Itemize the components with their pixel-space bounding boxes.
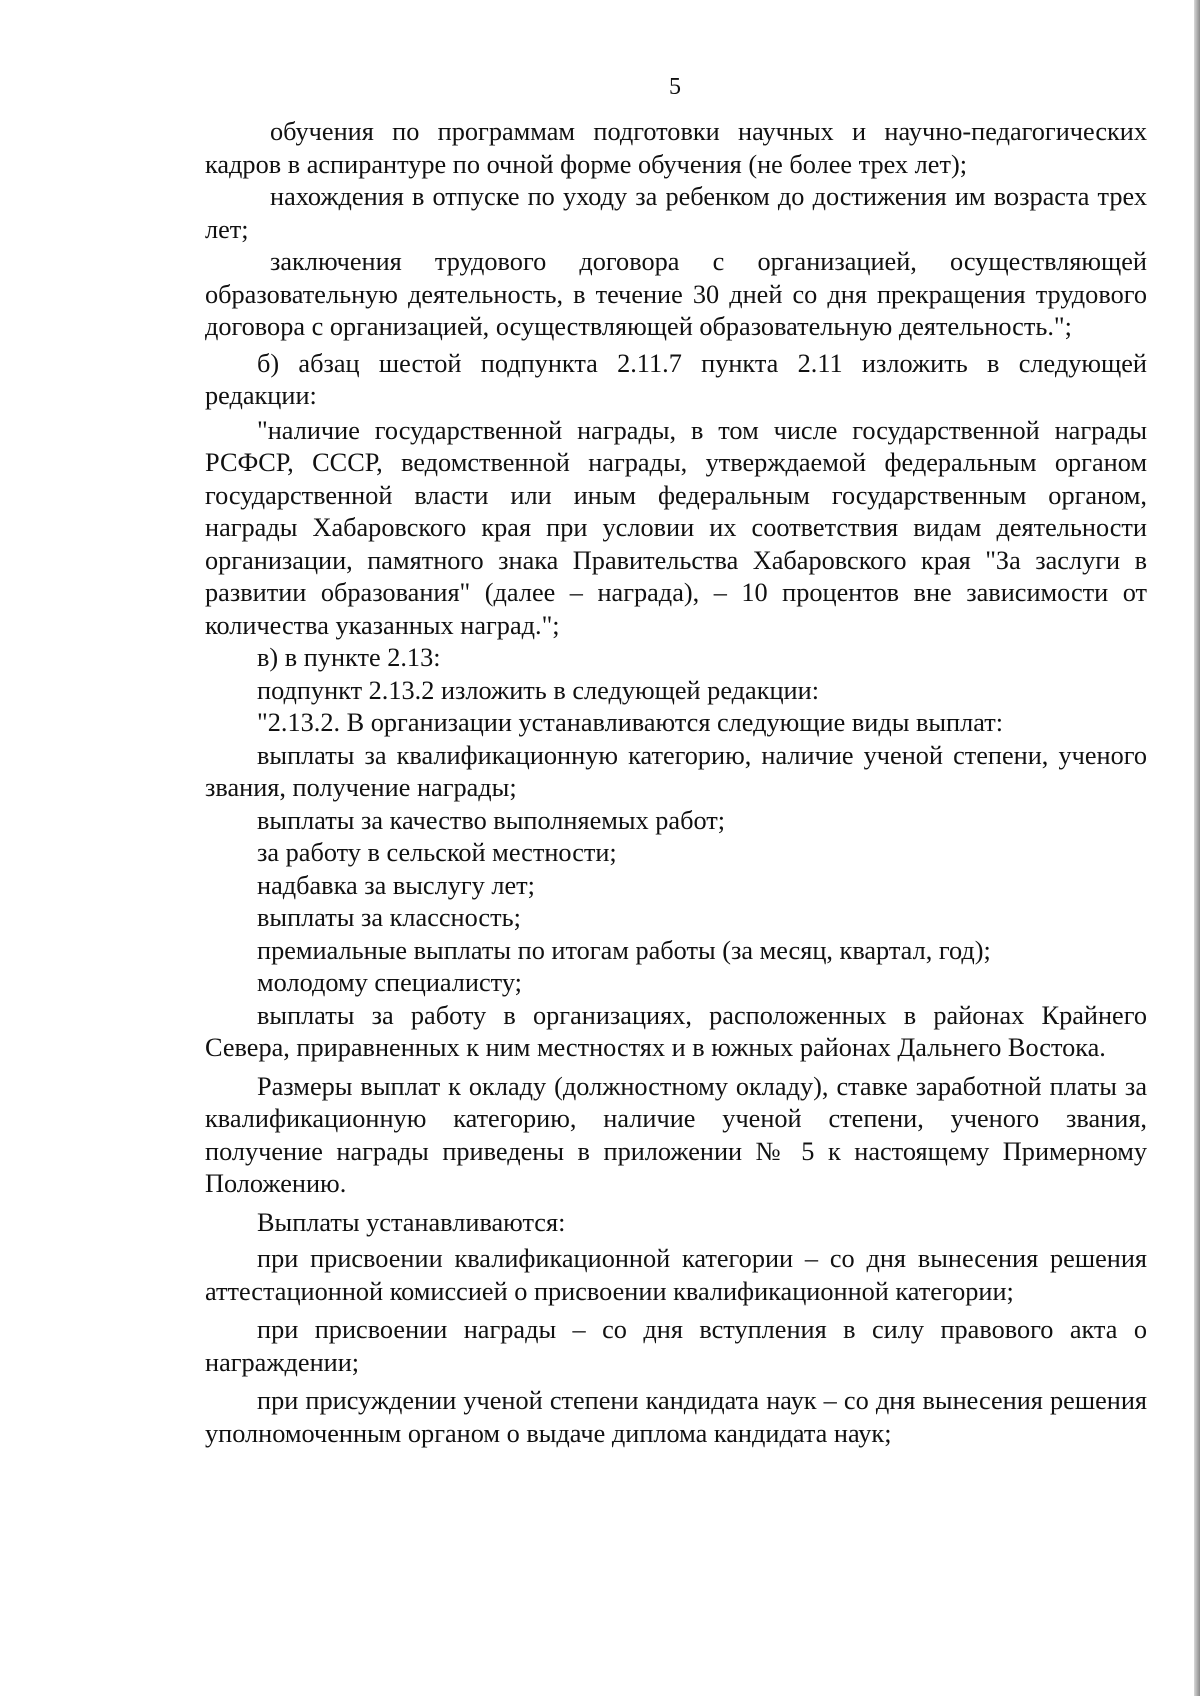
paragraph: б) абзац шестой подпункта 2.11.7 пункта 2.11 изложить в следующей редакции: bbox=[205, 348, 1147, 410]
paragraph: нахождения в отпуске по уходу за ребенком до достижения им возраста трех лет; bbox=[205, 182, 1147, 244]
page-edge-shadow bbox=[1194, 0, 1200, 1696]
paragraph: за работу в сельской местности; bbox=[257, 838, 617, 867]
paragraph: выплаты за квалификационную категорию, наличие ученой степени, ученого звания, получение награды; bbox=[205, 740, 1147, 802]
paragraph: выплаты за работу в организациях, расположенных в районах Крайнего Севера, приравненных к ним местностях и в южных районах Дальнего Востока. bbox=[205, 1000, 1147, 1062]
paragraph: молодому специалисту; bbox=[257, 968, 522, 997]
document-body bbox=[205, 116, 1147, 1450]
paragraph: премиальные выплаты по итогам работы (за месяц, квартал, год); bbox=[257, 935, 991, 965]
paragraph: "2.13.2. В организации устанавливаются следующие виды выплат: bbox=[257, 708, 1004, 737]
page-number: 5 bbox=[669, 74, 681, 100]
paragraph: при присуждении ученой степени кандидата наук – со дня вынесения решения уполномоченным органом о выдаче диплома кандидата наук; bbox=[205, 1386, 1147, 1448]
paragraph: обучения по программам подготовки научных и научно-педагогических кадров в аспирантуре по очной форме обучения (не более трех лет); bbox=[205, 117, 1147, 179]
paragraph: "наличие государственной награды, в том числе государственной награды РСФСР, СССР, ведомственной награды, утверждаемой федеральным органом государственной власти или иным федеральным государственным органом, награды Хабаровского края при условии их соответствия видам деятельности организации, памятного знака Правительства Хабаровского края "За заслуги в развитии образования" (далее – награда), – 10 процентов вне зависимости от количества указанных наград."; bbox=[205, 415, 1147, 640]
paragraph: выплаты за классность; bbox=[257, 903, 521, 932]
paragraph: Выплаты устанавливаются: bbox=[257, 1207, 566, 1237]
paragraph: заключения трудового договора с организацией, осуществляющей образовательную деятельность, в течение 30 дней со дня прекращения трудового договора с организацией, осуществляющей образовательную деятельность."; bbox=[205, 247, 1147, 341]
paragraph: подпункт 2.13.2 изложить в следующей редакции: bbox=[257, 675, 820, 705]
paragraph: надбавка за выслугу лет; bbox=[257, 870, 535, 900]
paragraph: выплаты за качество выполняемых работ; bbox=[257, 805, 726, 835]
paragraph: в) в пункте 2.13: bbox=[257, 643, 441, 672]
paragraph: Размеры выплат к окладу (должностному окладу), ставке заработной платы за квалификационную категорию, наличие ученой степени, ученого звания, получение награды приведены в приложении № 5 к настоящему Примерному Положению. bbox=[205, 1071, 1147, 1198]
paragraph: при присвоении награды – со дня вступления в силу правового акта о награждении; bbox=[205, 1315, 1147, 1377]
paragraph: при присвоении квалификационной категории – со дня вынесения решения аттестационной комиссией о присвоении квалификационной категории; bbox=[205, 1244, 1147, 1306]
